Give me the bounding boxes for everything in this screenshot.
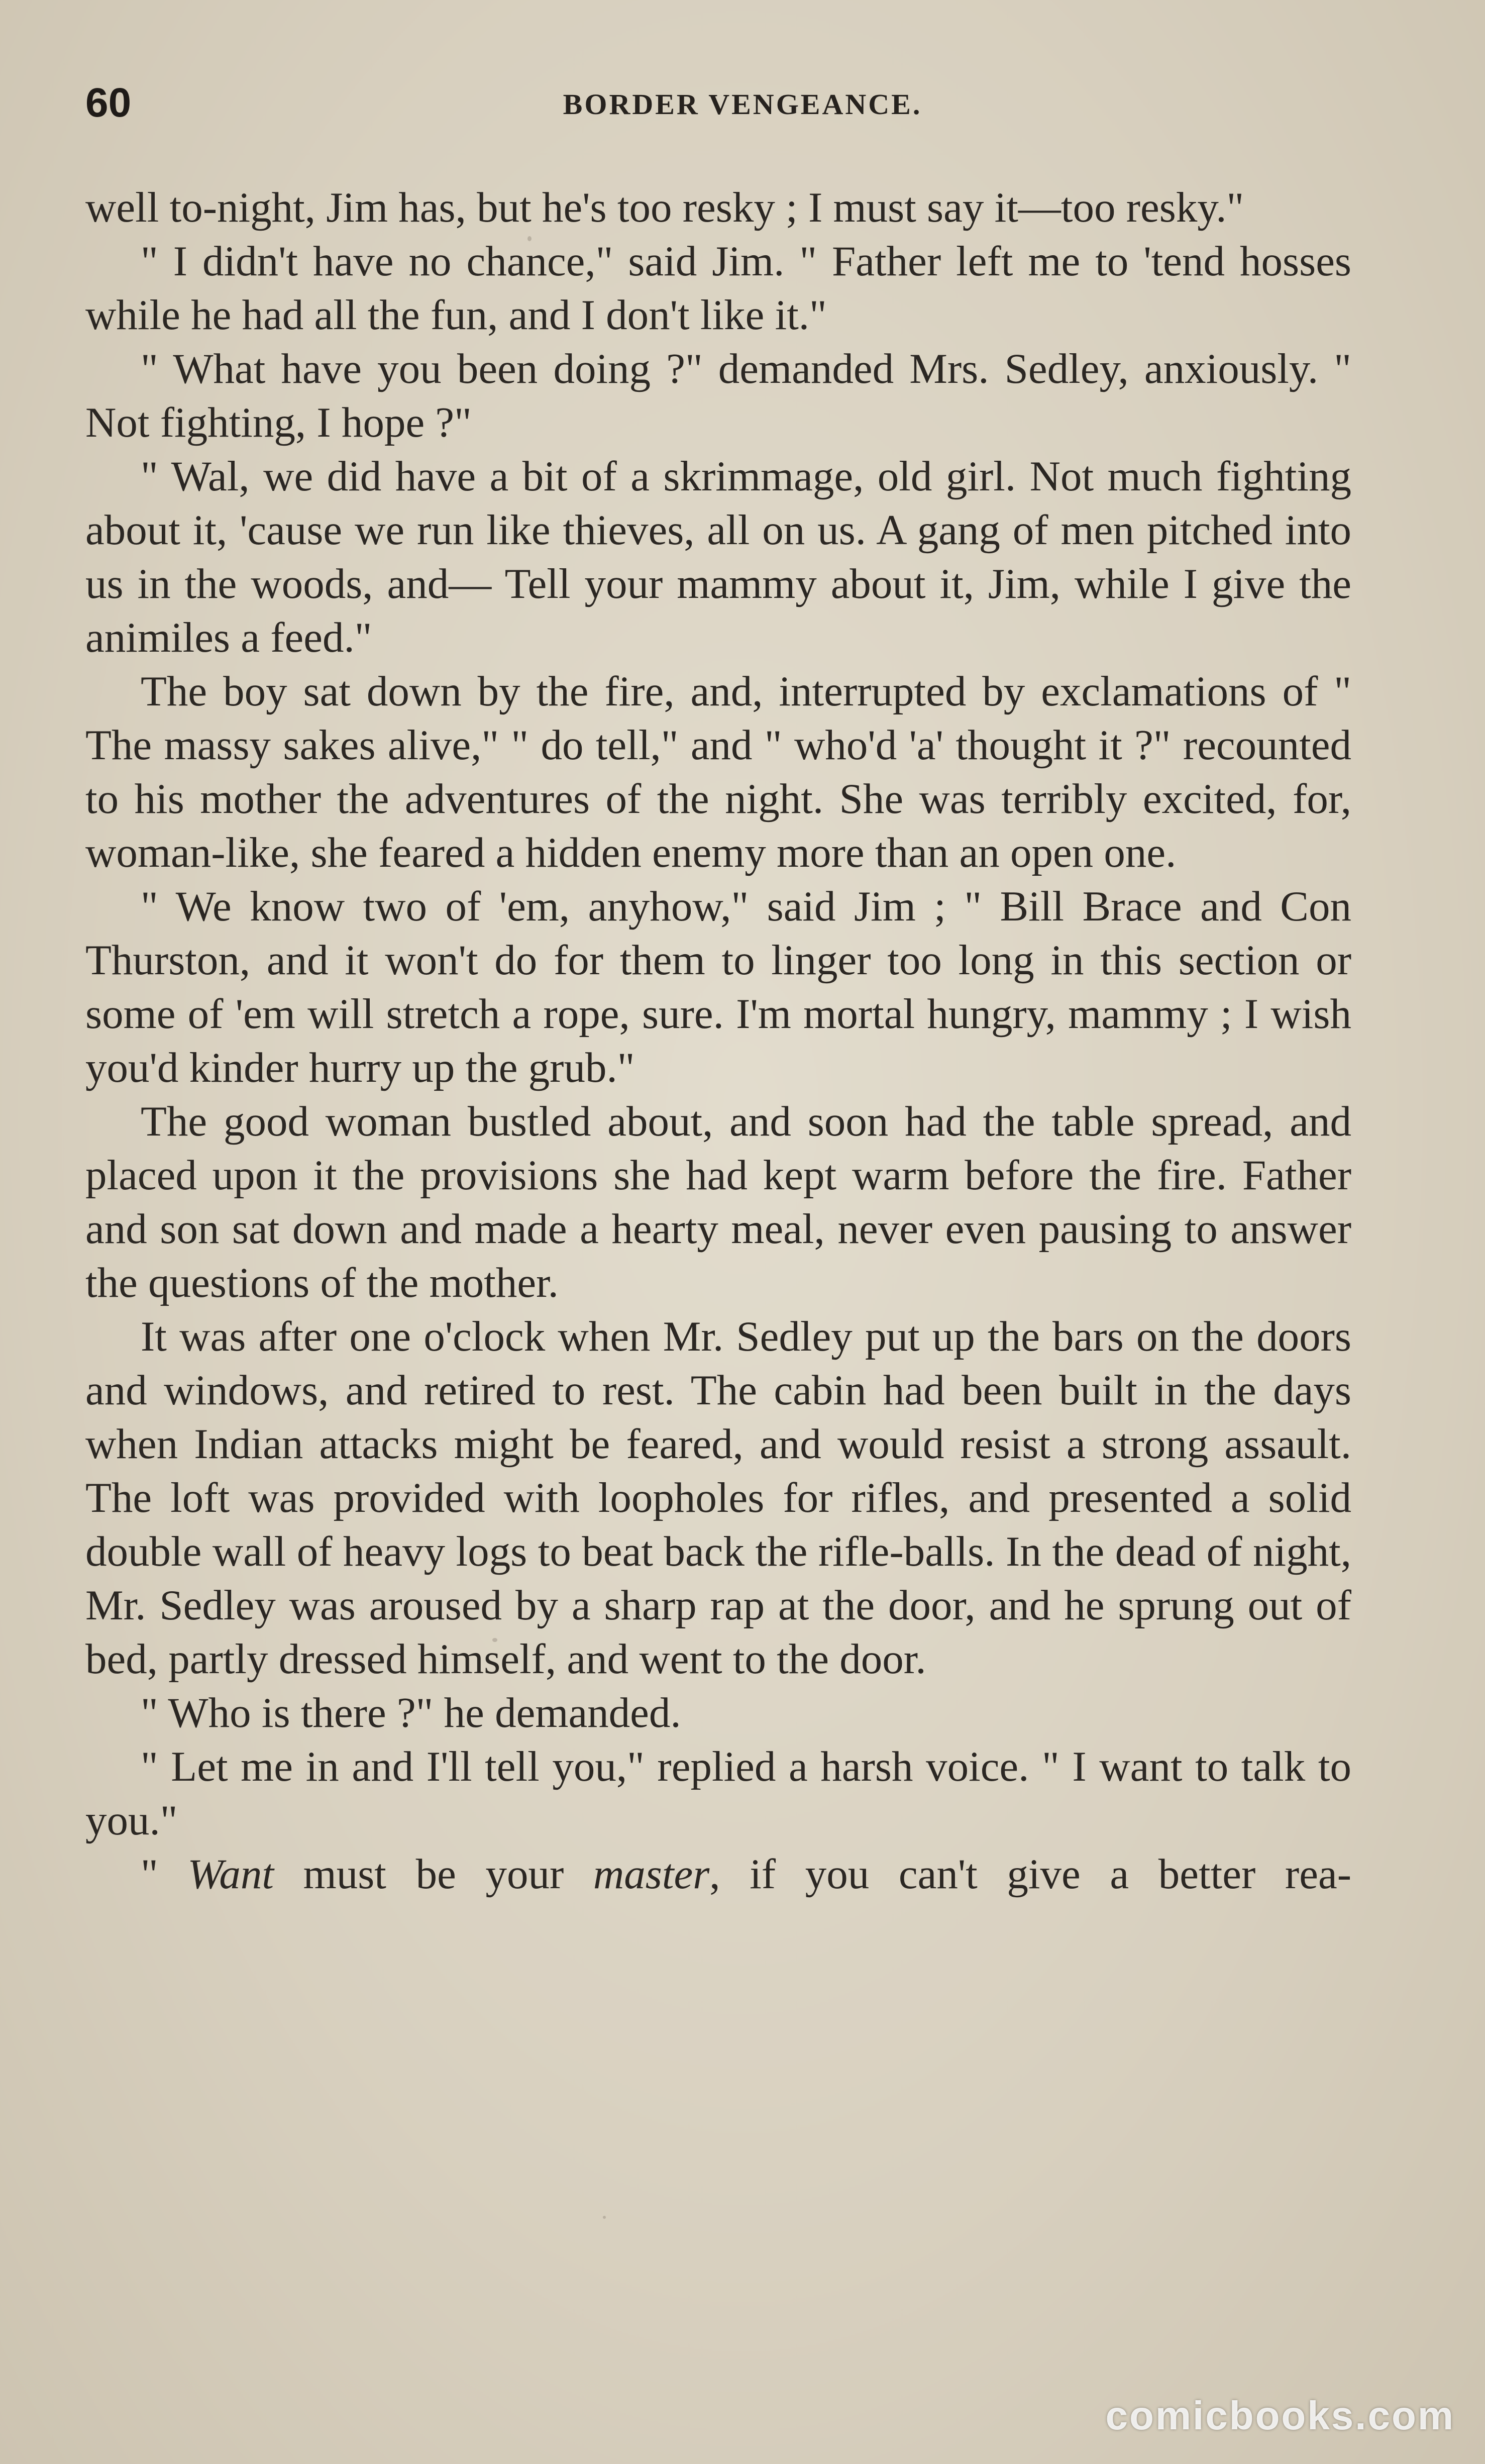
watermark: comicbooks.com [1105,2393,1455,2438]
text-segment: must be your [273,1851,593,1898]
running-head [85,75,1400,131]
paper-speck [527,236,532,241]
paragraph-10: " Let me in and I'll tell you," replied a harsh voice. " I want to talk to you." [85,1743,1351,1844]
paragraph-6: " We know two of 'em, anyhow," said Jim ; " Bill Brace and Con Thurston, and it won't do for them to linger too long in this section or some of 'em will stretch a rope, sure. I'm mortal hungry, mammy ; I wish you'd kinder hurry up the grub." [85,883,1351,1091]
open-quote: " [141,1851,188,1898]
paragraph-3: " What have you been doing ?" demanded Mrs. Sedley, anxiously. " Not fighting, I hope ?" [85,345,1351,446]
paragraph-2: " I didn't have no chance," said Jim. " Father left me to 'tend hosses while he had all the fun, and I don't like it." [85,238,1351,339]
paper-speck [603,2216,606,2219]
text-segment-tail: , if you can't give a better rea- [709,1851,1352,1898]
paragraph-4: " Wal, we did have a bit of a skrimmage, old girl. Not much fighting about it, 'cause we run like thieves, all on us. A gang of men pitched into us in the woods, and— Tell your mammy about it, Jim, while I give the animiles a feed." [85,453,1351,661]
paper-speck [492,1638,497,1642]
paragraph-7: The good woman bustled about, and soon had the table spread, and placed upon it the provisions she had kept warm before the fire. Father and son sat down and made a hearty meal, never even pausing to answer the questions of the mother. [85,1098,1351,1306]
page-number: 60 [85,80,132,126]
paragraph-5: The boy sat down by the fire, and, interrupted by exclamations of " The massy sakes alive," " do tell," and " who'd 'a' thought it ?" recounted to his mother the adventures of the night. She was terribly excited, for, woman-like, she feared a hidden enemy more than an open one. [85,668,1351,876]
paragraph-9: " Who is there ?" he demanded. [141,1689,681,1736]
italic-word-master: master [593,1851,710,1898]
running-title: BORDER VENGEANCE. [563,88,922,121]
body-text [85,181,1351,1901]
italic-word-want: Want [187,1851,274,1898]
paragraph-8: It was after one o'clock when Mr. Sedley put up the bars on the doors and windows, and retired to rest. The cabin had been built in the days when Indian attacks might be feared, and would resist a strong assault. The loft was provided with loopholes for rifles, and presented a solid double wall of heavy logs to beat back the rifle-balls. In the dead of night, Mr. Sedley was aroused by a sharp rap at the door, and he sprung out of bed, partly dressed himself, and went to the door. [85,1313,1351,1683]
paragraph-11 [85,1847,1351,1901]
paragraph-1: well to-night, Jim has, but he's too resky ; I must say it—too resky." [85,184,1244,231]
